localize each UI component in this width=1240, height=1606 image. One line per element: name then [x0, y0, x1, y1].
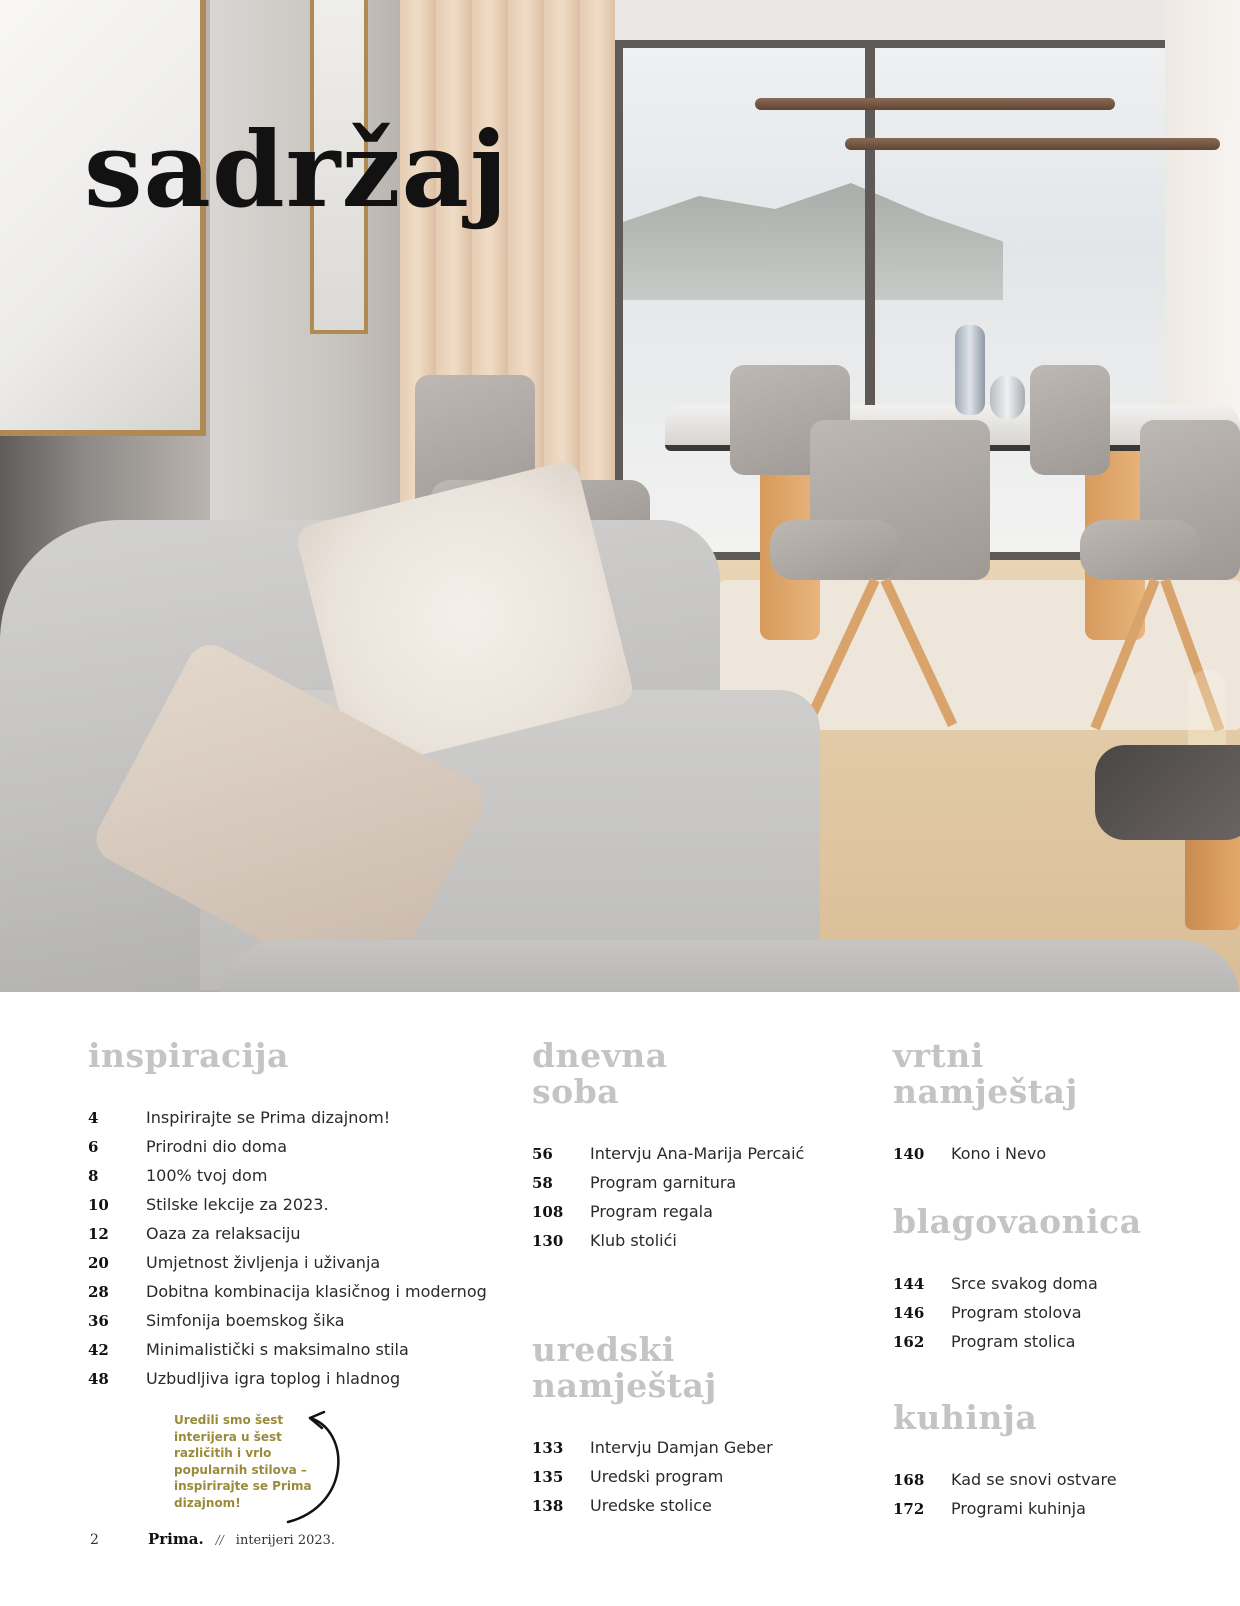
- toc-page-number: 133: [532, 1439, 564, 1457]
- toc-entry[interactable]: [88, 1108, 487, 1137]
- toc-page-number: 108: [532, 1203, 564, 1221]
- section-title: [893, 1038, 1078, 1110]
- toc-entry[interactable]: [88, 1311, 487, 1340]
- toc-entry[interactable]: [88, 1224, 487, 1253]
- toc-label: Intervju Damjan Geber: [590, 1438, 773, 1457]
- toc-label: Program garnitura: [590, 1173, 737, 1192]
- toc-label: Uredske stolice: [590, 1496, 712, 1515]
- toc-entry[interactable]: [532, 1231, 804, 1260]
- toc-label: Simfonija boemskog šika: [146, 1311, 345, 1330]
- page-title: sadržaj: [84, 108, 509, 231]
- toc-label: Dobitna kombinacija klasičnog i modernog: [146, 1282, 487, 1301]
- toc-entry[interactable]: [893, 1303, 1142, 1332]
- toc-page-number: 4: [88, 1109, 99, 1127]
- toc-label: 100% tvoj dom: [146, 1166, 268, 1185]
- toc-entry[interactable]: [88, 1369, 487, 1398]
- toc-entry[interactable]: [893, 1274, 1142, 1303]
- dining-chair-seat: [1080, 520, 1200, 580]
- section-blagovaonica: [893, 1204, 1142, 1361]
- toc-page-number: 130: [532, 1232, 564, 1250]
- toc-list: [532, 1438, 773, 1525]
- toc-entry[interactable]: [88, 1282, 487, 1311]
- toc-page-number: 42: [88, 1341, 109, 1359]
- section-title: [532, 1038, 804, 1110]
- toc-label: Programi kuhinja: [951, 1499, 1086, 1518]
- toc-entry[interactable]: [532, 1202, 804, 1231]
- toc-page-number: 12: [88, 1225, 109, 1243]
- toc-list: [532, 1144, 804, 1260]
- vase: [990, 375, 1025, 420]
- pendant-lamp: [755, 98, 1115, 110]
- toc-list: [893, 1470, 1117, 1528]
- toc-label: Stilske lekcije za 2023.: [146, 1195, 329, 1214]
- coffee-table: [1095, 745, 1240, 840]
- toc-page-number: 144: [893, 1275, 925, 1293]
- toc-entry[interactable]: [532, 1467, 773, 1496]
- footer-brand: Prima.: [148, 1530, 204, 1548]
- toc-entry[interactable]: [893, 1470, 1117, 1499]
- section-dnevna-soba: [532, 1038, 804, 1260]
- footer-separator: //: [215, 1533, 224, 1547]
- toc-label: Uzbudljiva igra toplog i hladnog: [146, 1369, 401, 1388]
- toc-page-number: 10: [88, 1196, 109, 1214]
- toc-label: Program regala: [590, 1202, 713, 1221]
- toc-label: Prirodni dio doma: [146, 1137, 288, 1156]
- footer-edition: interijeri 2023.: [235, 1533, 336, 1548]
- toc-label: Uredski program: [590, 1467, 724, 1486]
- toc-label: Minimalistički s maksimalno stila: [146, 1340, 409, 1359]
- dining-chair-seat: [770, 520, 900, 580]
- toc-label: Kono i Nevo: [951, 1144, 1047, 1163]
- toc-list: [893, 1274, 1142, 1361]
- toc-page-number: 20: [88, 1254, 109, 1272]
- section-uredski-namjestaj: [532, 1332, 773, 1525]
- toc-entry[interactable]: [532, 1496, 773, 1525]
- toc-page-number: 135: [532, 1468, 564, 1486]
- toc-page-number: 168: [893, 1471, 925, 1489]
- section-vrtni-namjestaj: [893, 1038, 1078, 1173]
- section-title-line: namještaj: [532, 1366, 717, 1405]
- toc-page-number: 58: [532, 1174, 553, 1192]
- section-inspiracija: [88, 1038, 487, 1398]
- toc-label: Program stolova: [951, 1303, 1082, 1322]
- footer-page-number: 2: [90, 1532, 99, 1548]
- toc-page-number: 36: [88, 1312, 109, 1330]
- toc-label: Intervju Ana-Marija Percaić: [590, 1144, 805, 1163]
- section-title: [532, 1332, 773, 1404]
- toc-label: Klub stolići: [590, 1231, 677, 1250]
- toc-page-number: 28: [88, 1283, 109, 1301]
- toc-entry[interactable]: [88, 1137, 487, 1166]
- toc-entry[interactable]: [88, 1166, 487, 1195]
- pendant-lamp: [845, 138, 1220, 150]
- section-title: blagovaonica: [893, 1202, 1142, 1241]
- toc-page-number: 140: [893, 1145, 925, 1163]
- inspiration-note: Uredili smo šest interijera u šest različitih i vrlo popularnih stilova – inspirirajte se Prima dizajnom!: [174, 1413, 312, 1510]
- toc-entry[interactable]: [88, 1340, 487, 1369]
- sofa-arm: [220, 940, 1240, 992]
- toc-label: Srce svakog doma: [951, 1274, 1098, 1293]
- section-title-line: soba: [532, 1072, 620, 1111]
- toc-label: Oaza za relaksaciju: [146, 1224, 301, 1243]
- section-title-line: uredski: [532, 1330, 675, 1369]
- section-title-line: dnevna: [532, 1036, 668, 1075]
- toc-entry[interactable]: [88, 1253, 487, 1282]
- dining-chair: [1030, 365, 1110, 475]
- toc-page-number: 6: [88, 1138, 99, 1156]
- toc-entry[interactable]: [893, 1332, 1142, 1361]
- section-kuhinja: [893, 1400, 1117, 1528]
- toc-entry[interactable]: [893, 1144, 1078, 1173]
- section-title: inspiracija: [88, 1036, 289, 1075]
- section-title-line: vrtni: [893, 1036, 984, 1075]
- toc-entry[interactable]: [532, 1144, 804, 1173]
- toc-label: Umjetnost življenja i uživanja: [146, 1253, 381, 1272]
- section-title-line: namještaj: [893, 1072, 1078, 1111]
- toc-page-number: 56: [532, 1145, 553, 1163]
- toc-page-number: 146: [893, 1304, 925, 1322]
- toc-page-number: 48: [88, 1370, 109, 1388]
- toc-entry[interactable]: [88, 1195, 487, 1224]
- curved-arrow-icon: [280, 1410, 350, 1530]
- toc-entry[interactable]: [893, 1499, 1117, 1528]
- toc-list: [88, 1108, 487, 1398]
- vase: [955, 325, 985, 415]
- toc-page-number: 172: [893, 1500, 925, 1518]
- toc-label: Program stolica: [951, 1332, 1076, 1351]
- page-footer: [90, 1530, 335, 1548]
- toc-label: Kad se snovi ostvare: [951, 1470, 1117, 1489]
- toc-label: Inspirirajte se Prima dizajnom!: [146, 1108, 391, 1127]
- toc-page-number: 138: [532, 1497, 564, 1515]
- toc-list: [893, 1144, 1078, 1173]
- toc-page-number: 8: [88, 1167, 99, 1185]
- toc-entry[interactable]: [532, 1438, 773, 1467]
- section-title: kuhinja: [893, 1398, 1038, 1437]
- toc-entry[interactable]: [532, 1173, 804, 1202]
- toc-page-number: 162: [893, 1333, 925, 1351]
